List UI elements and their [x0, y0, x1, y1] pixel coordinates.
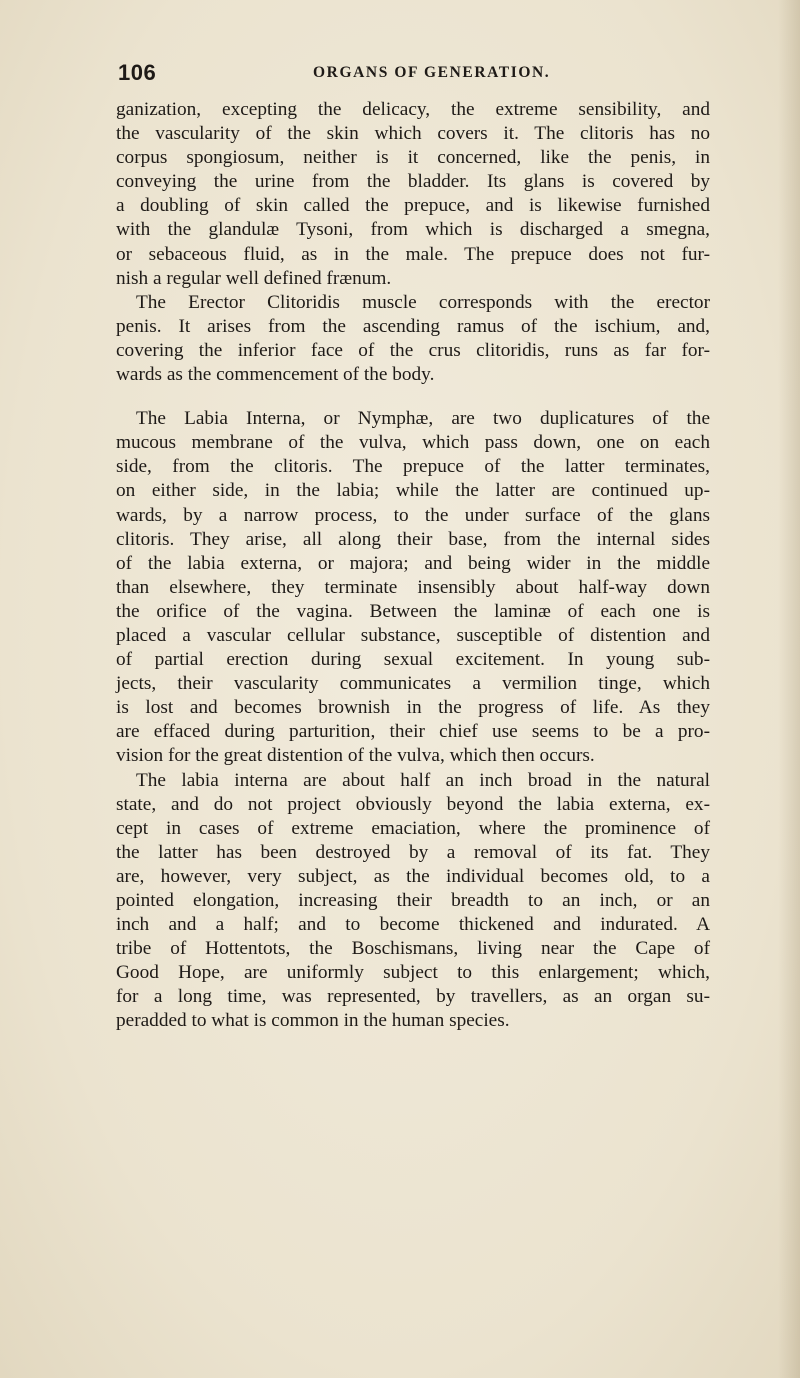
text-line: peradded to what is common in the human species.	[116, 1010, 510, 1032]
text-line: corpus spongiosum, neither is it concerned, like the penis, in	[116, 147, 710, 169]
text-line: covering the inferior face of the crus clitoridis, runs as far for-	[116, 339, 710, 361]
paragraph	[116, 407, 710, 768]
text-line: mucous membrane of the vulva, which pass down, one on each	[116, 432, 710, 454]
text-line: inch and a half; and to become thickened and indurated. A	[116, 914, 710, 936]
text-line: The Labia Interna, or Nymphæ, are two duplicatures of the	[136, 408, 710, 430]
text-line: for a long time, was represented, by travellers, as an organ su-	[116, 986, 710, 1008]
text-line: on either side, in the labia; while the latter are continued up-	[116, 480, 710, 502]
text-line: tribe of Hottentots, the Boschismans, living near the Cape of	[116, 938, 710, 960]
text-line: clitoris. They arise, all along their base, from the internal sides	[116, 528, 710, 550]
running-head	[118, 60, 718, 88]
body-text	[116, 98, 710, 1034]
text-line: of partial erection during sexual excitement. In young sub-	[116, 649, 710, 671]
paragraph-gap	[116, 387, 710, 407]
text-line: or sebaceous fluid, as in the male. The prepuce does not fur-	[116, 243, 710, 265]
text-line: is lost and becomes brownish in the progress of life. As they	[116, 697, 710, 719]
text-line: nish a regular well defined frænum.	[116, 267, 392, 289]
text-line: the orifice of the vagina. Between the laminæ of each one is	[116, 600, 710, 622]
text-line: The Erector Clitoridis muscle corresponds with the erector	[136, 291, 710, 313]
text-line: penis. It arises from the ascending ramus of the ischium, and,	[116, 315, 710, 337]
text-line: wards as the commencement of the body.	[116, 364, 435, 386]
text-line: are, however, very subject, as the individual becomes old, to a	[116, 865, 710, 887]
text-line: ganization, excepting the delicacy, the extreme sensibility, and	[116, 99, 710, 120]
text-line: than elsewhere, they terminate insensibly about half-way down	[116, 576, 710, 598]
text-line: Good Hope, are uniformly subject to this enlargement; which,	[116, 962, 710, 984]
text-line: jects, their vascularity communicates a vermilion tinge, which	[116, 673, 710, 695]
running-title: ORGANS OF GENERATION.	[313, 64, 551, 81]
paragraph	[116, 769, 710, 1034]
text-line: pointed elongation, increasing their breadth to an inch, or an	[116, 890, 710, 911]
page-number: 106	[118, 60, 157, 85]
text-line: conveying the urine from the bladder. Its glans is covered by	[116, 171, 710, 193]
text-line: The labia interna are about half an inch broad in the natural	[136, 769, 710, 791]
text-line: wards, by a narrow process, to the under surface of the glans	[116, 504, 710, 526]
text-line: placed a vascular cellular substance, susceptible of distention and	[116, 624, 710, 646]
text-line: state, and do not project obviously beyond the labia externa, ex-	[116, 793, 710, 815]
text-line: side, from the clitoris. The prepuce of the latter terminates,	[116, 456, 710, 478]
page-edge-shadow	[778, 0, 800, 1378]
text-line: of the labia externa, or majora; and being wider in the middle	[116, 552, 710, 574]
paragraph	[116, 98, 710, 291]
paragraph	[116, 291, 710, 387]
text-line: are effaced during parturition, their chief use seems to be a pro-	[116, 721, 710, 743]
text-line: a doubling of skin called the prepuce, and is likewise furnished	[116, 195, 710, 217]
text-line: with the glandulæ Tysoni, from which is discharged a smegna,	[116, 219, 710, 241]
text-line: the latter has been destroyed by a removal of its fat. They	[116, 841, 710, 863]
text-line: cept in cases of extreme emaciation, where the prominence of	[116, 817, 710, 839]
text-line: the vascularity of the skin which covers it. The clitoris has no	[116, 123, 710, 145]
text-line: vision for the great distention of the vulva, which then occurs.	[116, 745, 595, 767]
